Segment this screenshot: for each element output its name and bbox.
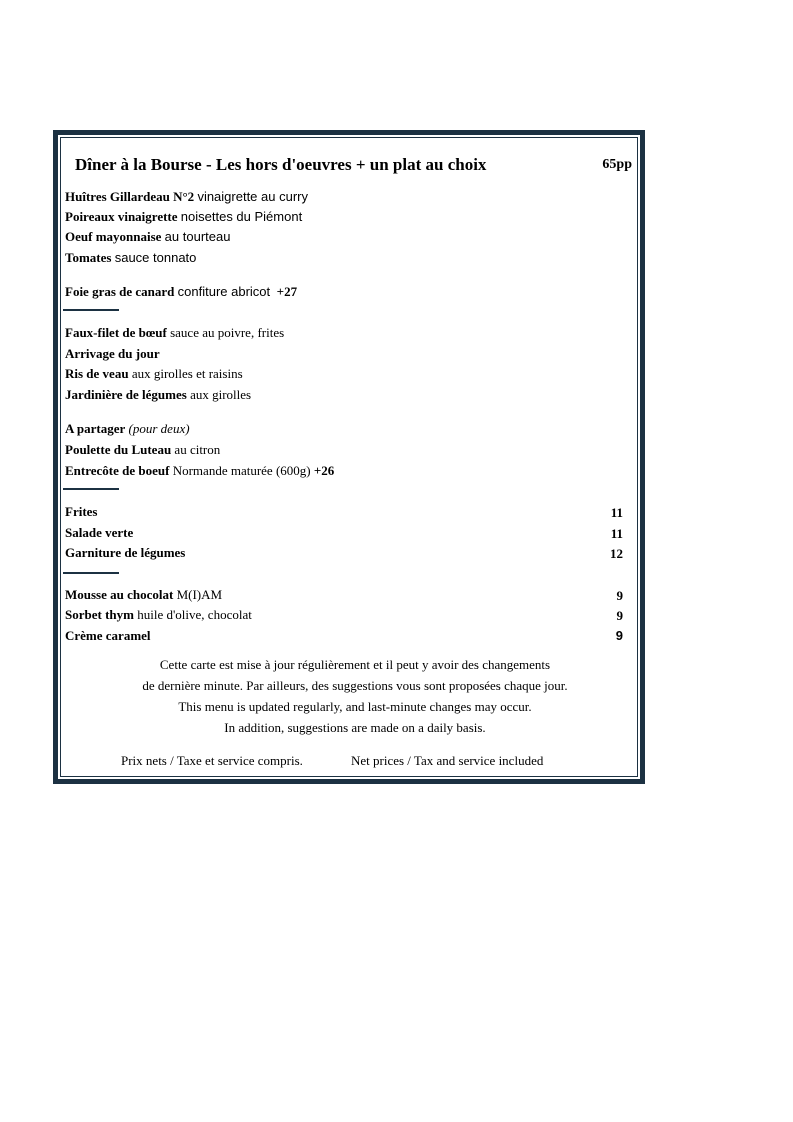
share-note: (pour deux): [128, 421, 190, 436]
share-item: [65, 442, 220, 458]
item-name: Tomates: [65, 250, 112, 265]
item-name: Garniture de légumes: [65, 545, 186, 560]
item-name: Ris de veau: [65, 366, 129, 381]
main-item: [65, 366, 243, 382]
side-item: [65, 545, 185, 561]
item-supplement: +27: [276, 284, 298, 299]
item-name: Jardinière de légumes: [65, 387, 187, 402]
item-desc: huile d'olive, chocolat: [137, 607, 252, 622]
item-name: Oeuf mayonnaise: [65, 229, 162, 244]
main-item: [65, 325, 284, 341]
item-name: Salade verte: [65, 525, 134, 540]
item-name: Sorbet thym: [65, 607, 134, 622]
menu-price: 65pp: [602, 157, 632, 172]
item-desc: noisettes du Piémont: [180, 209, 303, 224]
item-name: Faux-filet de bœuf: [65, 325, 167, 340]
note-line: This menu is updated regularly, and last-minute changes may occur.: [178, 699, 532, 714]
note-line: de dernière minute. Par ailleurs, des suggestions vous sont proposées chaque jour.: [142, 678, 568, 693]
item-desc: sauce au poivre, frites: [170, 325, 285, 340]
item-name: Huîtres Gillardeau N°2: [65, 189, 195, 204]
foie-gras-item: [65, 284, 297, 300]
footer-en: Net prices / Tax and service included: [351, 753, 544, 768]
item-desc: au tourteau: [164, 229, 231, 244]
item-desc: M(I)AM: [176, 587, 223, 602]
note-line: Cette carte est mise à jour régulièrement et il peut y avoir des changements: [159, 657, 551, 672]
item-desc: sauce tonnato: [114, 250, 197, 265]
item-price: 11: [610, 526, 623, 541]
section-divider: [63, 572, 119, 574]
item-price: 11: [610, 505, 623, 520]
share-heading: [65, 421, 190, 437]
starter-item: [65, 189, 308, 205]
main-item: [65, 346, 160, 362]
menu-title: Dîner à la Bourse - Les hors d'oeuvres + un plat au choix: [75, 155, 487, 174]
item-name: Poireaux vinaigrette: [65, 209, 178, 224]
item-desc: confiture abricot: [177, 284, 271, 299]
item-supplement: +26: [313, 463, 335, 478]
note-line: In addition, suggestions are made on a daily basis.: [224, 720, 486, 735]
item-price: 9: [616, 608, 623, 623]
side-item: [65, 525, 133, 541]
dessert-item: [65, 628, 151, 644]
item-desc: Normande maturée (600g): [172, 463, 311, 478]
item-name: Mousse au chocolat: [65, 587, 174, 602]
share-item: [65, 463, 334, 479]
item-desc: aux girolles: [190, 387, 252, 402]
item-price: 9: [616, 588, 623, 603]
item-desc: au citron: [174, 442, 221, 457]
item-price: 12: [610, 546, 623, 561]
item-desc: vinaigrette au curry: [197, 189, 308, 204]
section-divider: [63, 488, 119, 490]
item-name: Crème caramel: [65, 628, 151, 643]
share-label: A partager: [65, 421, 126, 436]
item-name: Poulette du Luteau: [65, 442, 172, 457]
dessert-item: [65, 607, 252, 623]
item-price: 9: [615, 628, 623, 643]
item-name: Entrecôte de boeuf: [65, 463, 170, 478]
side-item: [65, 504, 97, 520]
starter-item: [65, 209, 302, 225]
item-name: Frites: [65, 504, 98, 519]
item-name: Foie gras de canard: [65, 284, 175, 299]
starter-item: [65, 250, 196, 266]
footer-fr: Prix nets / Taxe et service compris.: [121, 753, 303, 768]
item-desc: aux girolles et raisins: [131, 366, 243, 381]
starter-item: [65, 229, 230, 245]
dessert-item: [65, 587, 222, 603]
item-name: Arrivage du jour: [65, 346, 160, 361]
main-item: [65, 387, 251, 403]
section-divider: [63, 309, 119, 311]
